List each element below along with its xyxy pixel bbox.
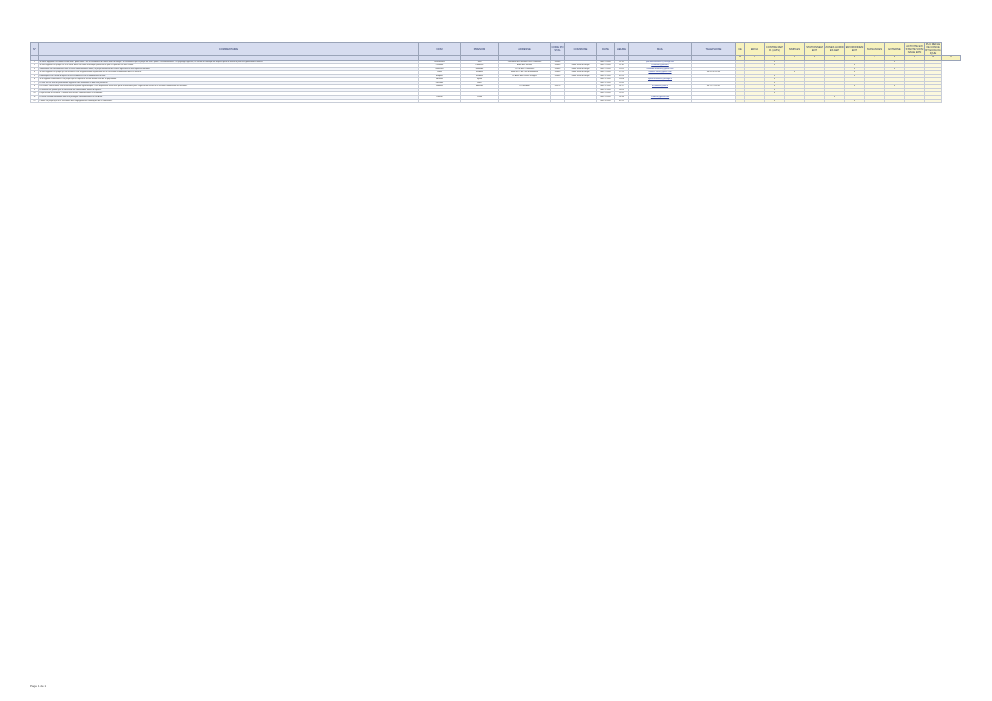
heure-cell[interactable]: 14:17 xyxy=(615,85,629,89)
adresse-cell[interactable]: 41 Allée des Roses Rouges xyxy=(499,74,551,78)
telephone-cell[interactable]: 06 51 21 00 01 xyxy=(692,85,736,89)
code-postal-cell[interactable]: 45800 xyxy=(551,67,565,71)
comment-cell[interactable]: Le dossier ne justifie pas la nécessité de consommer autant d'espace. xyxy=(39,88,419,92)
category-mark[interactable]: x xyxy=(765,99,785,103)
nom-cell[interactable]: Benoizet xyxy=(419,67,461,71)
observations-table xyxy=(30,42,961,103)
category-mark[interactable]: x xyxy=(765,64,785,68)
prenom-cell[interactable]: Claire xyxy=(461,95,499,99)
code-postal-cell[interactable] xyxy=(551,99,565,103)
heure-cell[interactable]: 16:03 xyxy=(615,88,629,92)
category-mark[interactable]: x xyxy=(765,88,785,92)
column-header[interactable]: COMMUNE xyxy=(565,43,597,56)
code-postal-cell[interactable]: 45800 xyxy=(551,64,565,68)
date-cell[interactable]: mer 22 févr xyxy=(597,88,615,92)
category-mark[interactable]: x xyxy=(845,67,865,71)
adresse-cell[interactable]: La Gaudine xyxy=(499,85,551,89)
subheader-code: 8 xyxy=(885,56,905,61)
heure-cell[interactable]: 11:30 xyxy=(615,64,629,68)
row-number[interactable]: 7 xyxy=(31,81,39,85)
telephone-cell[interactable] xyxy=(692,99,736,103)
column-header[interactable]: ENVIRONNEMENT xyxy=(845,43,865,56)
subheader-code: 11 xyxy=(942,56,961,61)
column-header[interactable]: NOM xyxy=(419,43,461,56)
row-number[interactable]: 4 xyxy=(31,71,39,75)
prenom-cell[interactable]: Sylvie xyxy=(461,78,499,82)
category-mark[interactable] xyxy=(885,99,905,103)
category-mark[interactable] xyxy=(785,99,805,103)
adresse-cell[interactable]: Allée des Saules xyxy=(499,64,551,68)
category-mark[interactable] xyxy=(745,99,765,103)
category-mark[interactable]: x xyxy=(765,74,785,78)
row-number[interactable]: 8 xyxy=(31,85,39,89)
date-cell[interactable]: mer 21 févr xyxy=(597,71,615,75)
mail-cell[interactable]: c.lebrun@gmail.com xyxy=(629,95,692,99)
prenom-cell[interactable]: Frederic xyxy=(461,71,499,75)
category-mark[interactable]: x xyxy=(765,78,785,82)
column-header[interactable]: HEURE xyxy=(615,43,629,56)
column-header[interactable]: SIMPLES xyxy=(785,43,805,56)
column-header[interactable]: PLU REFLEXE CONCERT ECOLOGIQUE xyxy=(925,43,941,55)
category-mark[interactable] xyxy=(736,99,745,103)
comment-cell[interactable]: Je m'oppose fermement à ce projet qui ne répond à aucun besoin réel de la population. xyxy=(39,78,419,82)
prenom-cell[interactable]: Joël xyxy=(461,60,499,64)
code-postal-cell[interactable]: 45800 xyxy=(551,71,565,75)
subheader-code: 5 xyxy=(825,56,845,61)
date-cell[interactable]: mer 22 févr xyxy=(597,81,615,85)
commune-cell[interactable]: Saint Jean de Braye xyxy=(565,71,597,75)
category-mark[interactable] xyxy=(865,99,885,103)
comment-cell[interactable]: Remarques sur l'étude d'impact et les incidences sur la biodiversité du site. xyxy=(39,74,419,78)
date-cell[interactable]: mer 22 févr xyxy=(597,74,615,78)
category-mark[interactable]: x xyxy=(845,85,865,89)
table-row[interactable] xyxy=(31,99,961,103)
category-mark[interactable]: x xyxy=(845,71,865,75)
column-header[interactable]: MAIL xyxy=(629,43,692,56)
date-cell[interactable]: mer 21 févr xyxy=(597,60,615,64)
row-number[interactable]: 11 xyxy=(31,95,39,99)
category-mark[interactable] xyxy=(925,99,942,103)
heure-cell[interactable]: 14:40 xyxy=(615,95,629,99)
column-header[interactable]: CONTRE REPR. (AVIS) xyxy=(765,43,785,56)
column-header[interactable]: PRENOM xyxy=(461,43,499,56)
nom-cell[interactable]: Bloquer xyxy=(419,74,461,78)
row-number[interactable]: 12 xyxy=(31,99,39,103)
adresse-cell[interactable] xyxy=(499,99,551,103)
adresse-cell[interactable]: allée du Pr de Lus Manaudiere xyxy=(499,71,551,75)
heure-cell[interactable]: 10:08 xyxy=(615,78,629,82)
column-header[interactable]: CE xyxy=(736,43,745,56)
code-postal-cell[interactable]: 45800 xyxy=(551,74,565,78)
subheader-code: 2 xyxy=(765,56,785,61)
column-header[interactable]: STATIONNEMENT xyxy=(805,43,825,56)
column-header[interactable]: COMMENTAIRE xyxy=(39,43,419,56)
date-cell[interactable]: mer 23 févr xyxy=(597,92,615,96)
date-cell[interactable]: mer 21 févr xyxy=(597,67,615,71)
page-footer: Page 1 de 1 xyxy=(30,684,47,688)
nom-cell[interactable]: Vallet xyxy=(419,71,461,75)
commune-cell[interactable]: Saint Jean de Braye xyxy=(565,67,597,71)
table-body xyxy=(31,60,961,103)
category-mark[interactable] xyxy=(805,99,825,103)
column-header[interactable]: ACTIVITE EXISTANTE VOISINAGE EPN xyxy=(905,44,924,54)
prenom-cell[interactable]: Florence xyxy=(461,64,499,68)
mail-cell[interactable]: frederic.vallet@gmail.com xyxy=(629,71,692,75)
nom-cell[interactable]: Chantier xyxy=(419,64,461,68)
category-mark[interactable]: x xyxy=(885,67,905,71)
prenom-cell[interactable]: Mathilde xyxy=(461,67,499,71)
category-mark[interactable]: x xyxy=(785,71,805,75)
commune-cell[interactable]: Saint Jean de Braye xyxy=(565,74,597,78)
date-cell[interactable]: mer 22 févr xyxy=(597,78,615,82)
nom-cell[interactable] xyxy=(419,99,461,103)
nom-cell[interactable]: Lebrun xyxy=(419,95,461,99)
heure-cell[interactable]: 09:55 xyxy=(615,74,629,78)
comment-cell[interactable]: Les terres concernées sont d'excellente qualité agronomique. Leur disparition serait une perte irréversible pour l'agriculture locale et la sécurité alimentaire du territoire. xyxy=(39,85,419,89)
category-mark[interactable]: x xyxy=(825,95,845,99)
category-mark[interactable]: x xyxy=(885,60,905,64)
subheader-code: 6 xyxy=(845,56,865,61)
nom-cell[interactable]: Fournier xyxy=(419,81,461,85)
subheader-code: A xyxy=(736,56,745,61)
mail-cell[interactable]: joel.desrousses39@orange.net xyxy=(629,60,692,64)
comment-cell[interactable]: Totalement en contradiction avec le zéro artificialisation nette, le projet détruirait des terres agricoles et des espaces naturels. xyxy=(39,67,419,71)
date-cell[interactable]: mer 23 févr xyxy=(597,95,615,99)
telephone-cell[interactable]: 06 00 00 00 00 xyxy=(692,71,736,75)
column-header[interactable]: ADRESSE xyxy=(499,43,551,56)
category-mark[interactable]: x xyxy=(765,81,785,85)
prenom-cell[interactable] xyxy=(461,99,499,103)
prenom-cell[interactable]: Armelle xyxy=(461,85,499,89)
code-postal-cell[interactable]: 45370 xyxy=(551,85,565,89)
mail-cell[interactable]: m.morizot@free.fr xyxy=(629,85,692,89)
date-cell[interactable]: mer 21 févr xyxy=(597,64,615,68)
category-mark[interactable]: x xyxy=(845,64,865,68)
category-mark[interactable]: x xyxy=(765,60,785,64)
mail-cell[interactable]: mathilde.benoizet@gmail.com xyxy=(629,67,692,71)
comment-cell[interactable]: Le site est un lieu de promenade apprécié des habitants et doit être préservé. xyxy=(39,81,419,85)
category-mark[interactable]: x xyxy=(765,85,785,89)
column-header[interactable]: NUISANCES xyxy=(865,43,885,56)
row-number[interactable]: 3 xyxy=(31,67,39,71)
heure-cell[interactable]: 11:15 xyxy=(615,60,629,64)
nom-cell[interactable]: Morizot xyxy=(419,85,461,89)
column-header[interactable]: ZONES HUMIDES AEP xyxy=(825,43,845,56)
adresse-cell[interactable]: 12 rue des Charmilles xyxy=(499,67,551,71)
column-header[interactable]: N° xyxy=(31,43,39,56)
column-header[interactable]: CODE POSTAL xyxy=(551,43,565,56)
column-header[interactable]: EXTERNE xyxy=(885,43,905,56)
comment-cell[interactable]: Je suis opposé au projet car il se situe dans un cadre bucolique préservé et que ce quartier est très calme. xyxy=(39,64,419,68)
spreadsheet xyxy=(30,42,961,103)
mail-cell[interactable] xyxy=(629,99,692,103)
date-cell[interactable]: mer 22 févr xyxy=(597,85,615,89)
code-postal-cell[interactable]: 45300 xyxy=(551,60,565,64)
row-number[interactable]: 1 xyxy=(31,60,39,64)
subheader-code: 9 xyxy=(905,56,925,61)
category-mark[interactable] xyxy=(905,99,925,103)
heure-cell[interactable]: 11:05 xyxy=(615,92,629,96)
heure-cell[interactable]: 15:02 xyxy=(615,67,629,71)
commune-cell[interactable] xyxy=(565,99,597,103)
commune-cell[interactable]: Saint Jean de Braye xyxy=(565,64,597,68)
column-header[interactable]: DATE xyxy=(597,43,615,56)
category-mark[interactable]: x xyxy=(885,85,905,89)
subheader-code: 3 xyxy=(785,56,805,61)
prenom-cell[interactable]: Marc xyxy=(461,81,499,85)
comment-cell[interactable]: Projet inutile et coûteux. Il existe des friches commerciales à réhabiliter. xyxy=(39,92,419,96)
comment-cell[interactable]: La zone humide identifiée doit être protégée conformément au SDAGE. xyxy=(39,95,419,99)
category-mark[interactable] xyxy=(825,99,845,103)
row-number[interactable]: 2 xyxy=(31,64,39,68)
table-header xyxy=(31,43,961,61)
subheader-code: 7 xyxy=(865,56,885,61)
row-number[interactable]: 6 xyxy=(31,78,39,82)
column-header[interactable]: TELEPHONE xyxy=(692,43,736,56)
heure-cell[interactable]: 10:45 xyxy=(615,81,629,85)
date-cell[interactable]: mer 24 févr xyxy=(597,99,615,103)
row-number[interactable]: 9 xyxy=(31,88,39,92)
header-row xyxy=(31,43,961,56)
prenom-cell[interactable]: Frédéric xyxy=(461,74,499,78)
subheader-code: 10 xyxy=(925,56,942,61)
row-number[interactable]: 10 xyxy=(31,92,39,96)
comment-cell[interactable]: Je suis opposé au projet qui va entraîner une augmentation importante de la circulation automobile dans le secteur. xyxy=(39,71,419,75)
subheader-code: 1 xyxy=(745,56,765,61)
adresse-cell[interactable]: 200 Allée des Sentiers Des Chaussés xyxy=(499,60,551,64)
heure-cell[interactable]: 09:12 xyxy=(615,99,629,103)
subheader-code: 4 xyxy=(805,56,825,61)
heure-cell[interactable]: 17:22 xyxy=(615,71,629,75)
column-header[interactable]: EROA xyxy=(745,43,765,56)
category-mark[interactable]: x xyxy=(845,99,865,103)
nom-cell[interactable]: Desrousses xyxy=(419,60,461,64)
mail-cell[interactable]: f.chantier@yahoo.fr xyxy=(629,64,692,68)
category-mark[interactable]: x xyxy=(845,74,865,78)
nom-cell[interactable]: Arnaud xyxy=(419,78,461,82)
category-mark[interactable]: x xyxy=(765,92,785,96)
mail-cell[interactable]: sylvie.arnaud45@orange.fr xyxy=(629,78,692,82)
comment-cell[interactable]: Je vous rappelle à la mairie d'une date "quasi fixée" sur la commune de Saint-Jean de Braye. Je considère que le projet ne vaut "quasi" l'environnement : ce paysage agricole, ce serait un manque de respect pour le vivant et pour les générations futures. xyxy=(39,60,419,64)
row-number[interactable]: 5 xyxy=(31,74,39,78)
comment-cell[interactable]: Contre ce projet qui ira à l'encontre des engagements climatiques de la commune. xyxy=(39,99,419,103)
